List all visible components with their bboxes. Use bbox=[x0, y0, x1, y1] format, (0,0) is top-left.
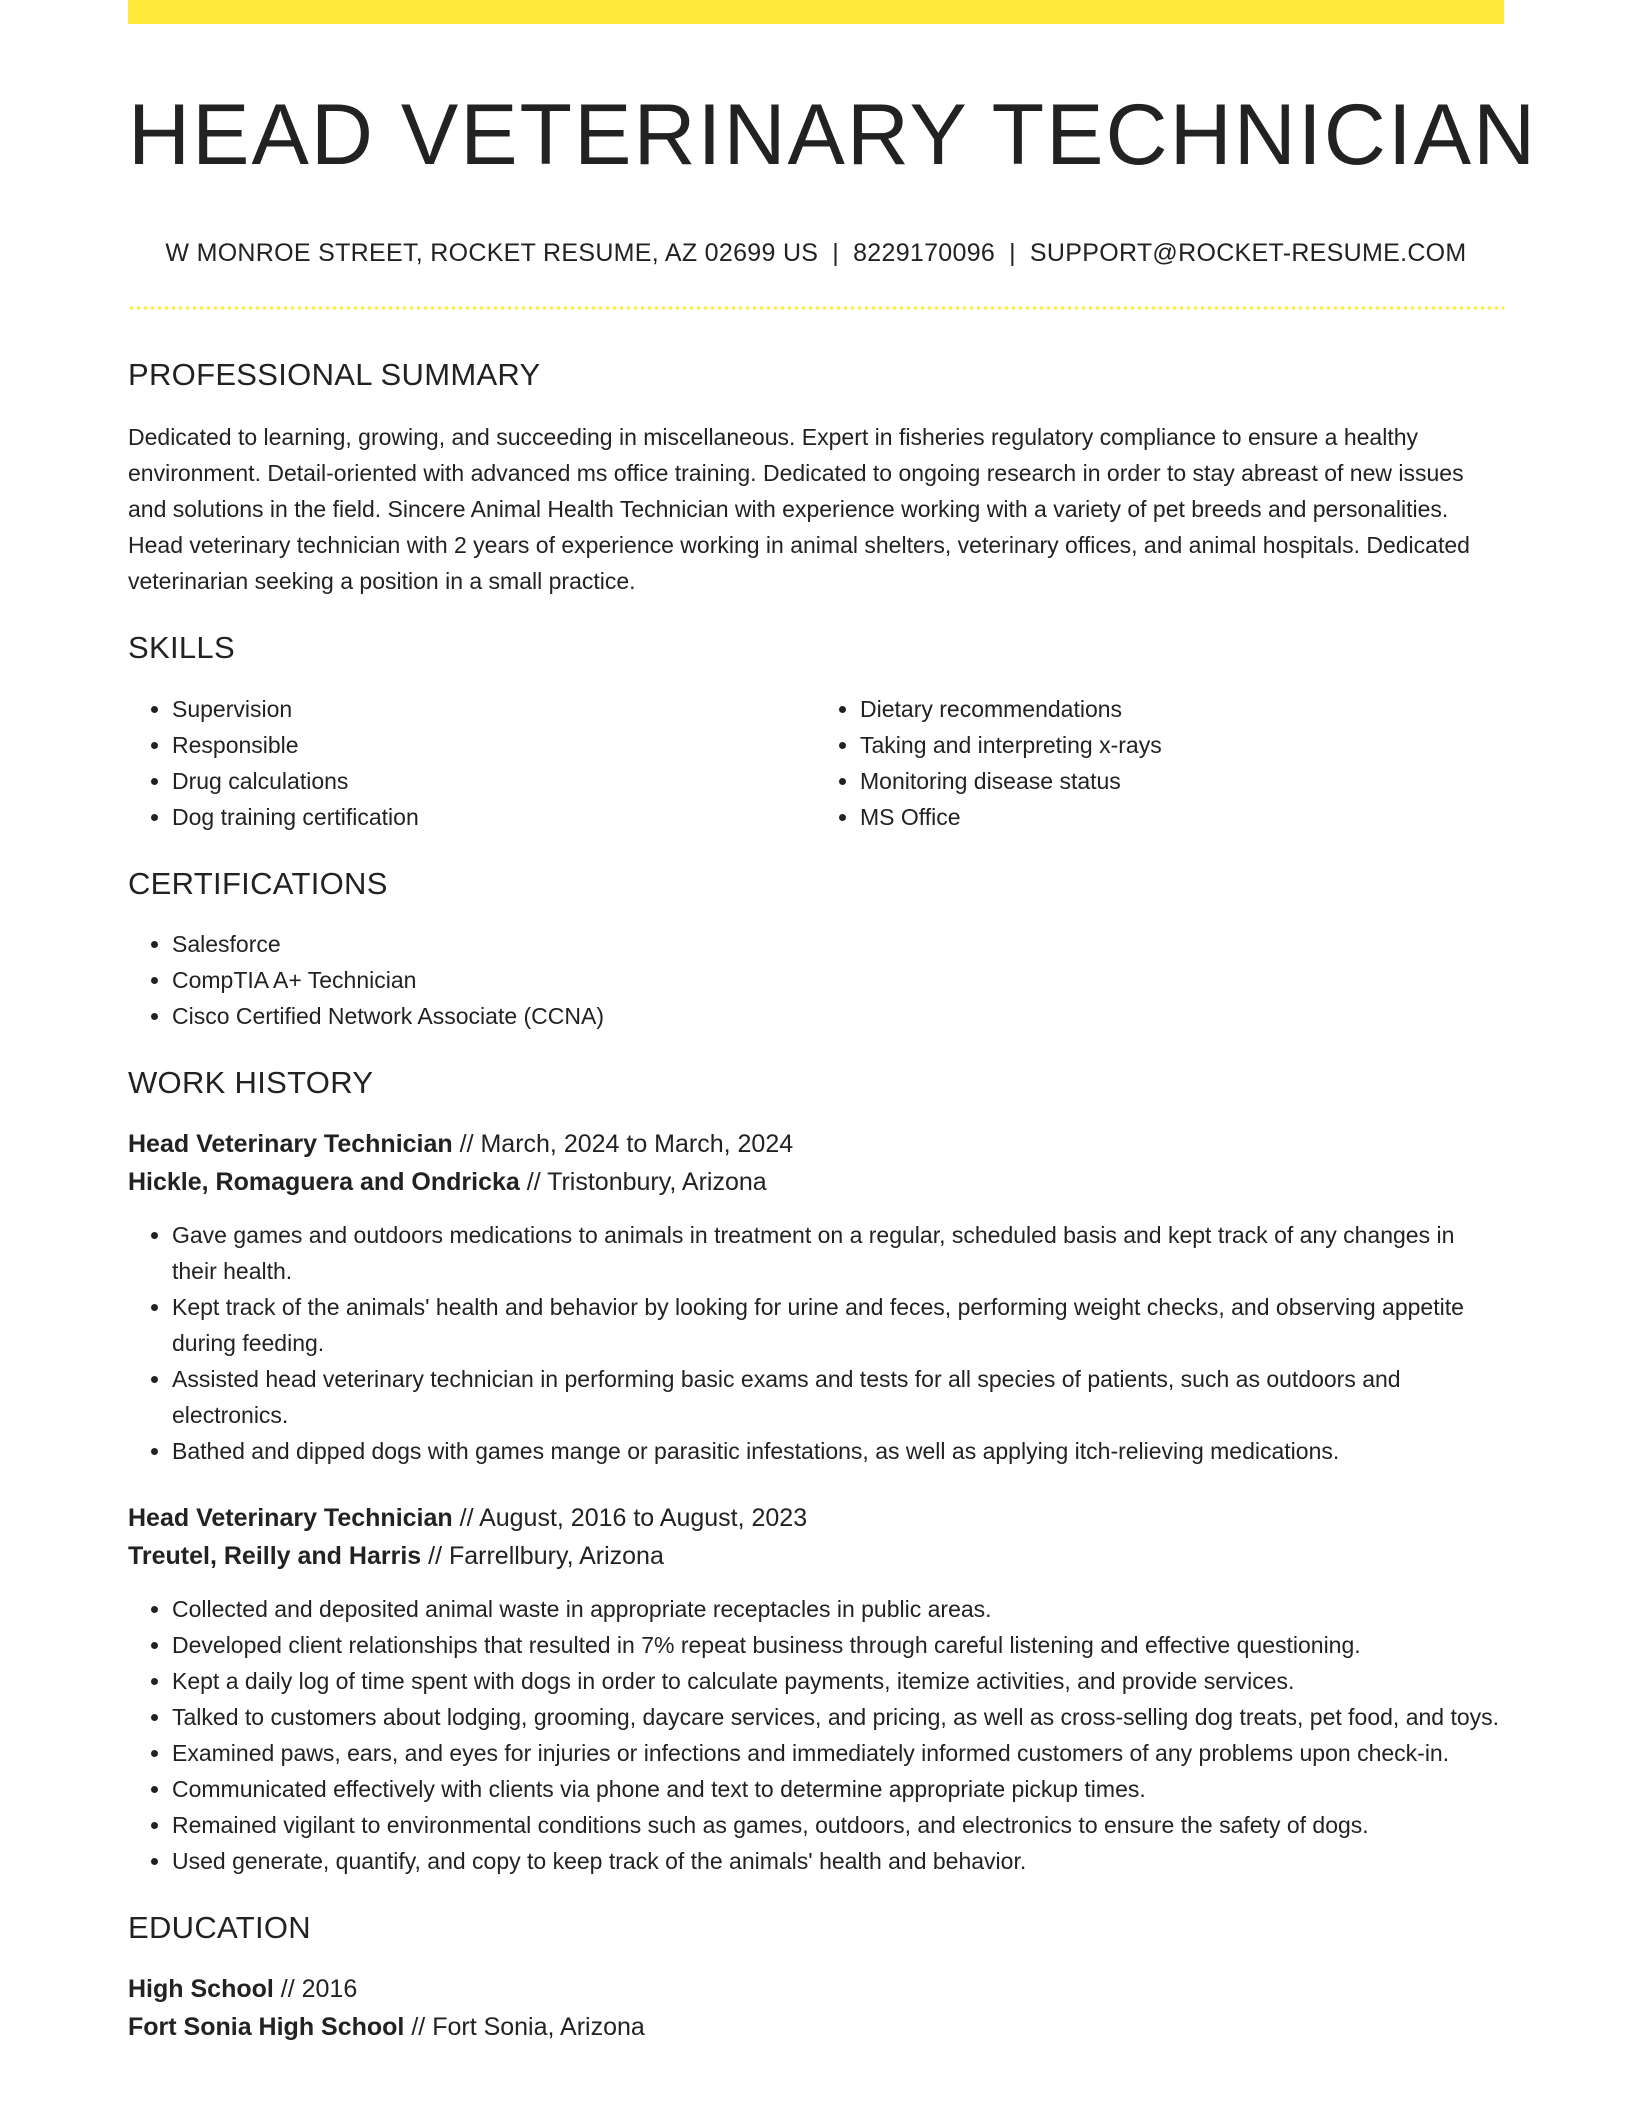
skills-left-list bbox=[128, 691, 816, 835]
job-dates: August, 2016 to August, 2023 bbox=[479, 1503, 808, 1532]
job-bullet: • Examined paws, ears, and eyes for injuries or infections and immediately informed customers of any problems upon check-in. bbox=[172, 1735, 1504, 1771]
job-bullet: • Used generate, quantify, and copy to keep track of the animals' health and behavior. bbox=[172, 1843, 1504, 1879]
job-title: Head Veterinary Technician bbox=[128, 1129, 453, 1158]
job-bullet: • Gave games and outdoors medications to animals in treatment on a regular, scheduled basis and kept track of any changes in their health. bbox=[172, 1217, 1504, 1289]
job-bullet: • Remained vigilant to environmental conditions such as games, outdoors, and electronics to ensure the safety of dogs. bbox=[172, 1807, 1504, 1843]
skills-right-list bbox=[816, 691, 1504, 835]
education-heading: EDUCATION bbox=[128, 1909, 311, 1945]
line-separator: // bbox=[273, 1975, 302, 2004]
line-separator: // bbox=[404, 2013, 433, 2042]
line-separator: // bbox=[452, 1503, 480, 1532]
contact-email: SUPPORT@ROCKET-RESUME.COM bbox=[1029, 239, 1467, 268]
skill-item: • Dietary recommendations bbox=[860, 691, 1504, 727]
job-bullet: • Developed client relationships that resulted in 7% repeat business through careful listening and effective questioning. bbox=[172, 1627, 1504, 1663]
job-bullet: • Bathed and dipped dogs with games mange or parasitic infestations, as well as applying itch-relieving medications. bbox=[172, 1433, 1504, 1469]
line-separator: // bbox=[519, 1167, 548, 1196]
education-year: 2016 bbox=[301, 1975, 358, 2004]
job-title-line bbox=[128, 1125, 1504, 1163]
job-bullet: • Kept track of the animals' health and behavior by looking for urine and feces, performing weight checks, and observing appetite during feeding. bbox=[172, 1289, 1504, 1361]
certifications-heading: CERTIFICATIONS bbox=[128, 865, 388, 901]
certification-item: • Salesforce bbox=[172, 926, 1504, 962]
certification-item: • CompTIA A+ Technician bbox=[172, 962, 1504, 998]
skill-item: • Supervision bbox=[172, 691, 816, 727]
skill-item: • Responsible bbox=[172, 727, 816, 763]
summary-text: Dedicated to learning, growing, and succeeding in miscellaneous. Expert in fisheries regulatory compliance to ensure a healthy environment. Detail-oriented with advanced ms office training. Dedicated to ongoing research in order to stay abreast of new issues and solutions in the field. Sincere Animal Health Technician with experience working with a variety of pet breeds and personalities. Head veterinary technician with 2 years of experience working in animal shelters, veterinary offices, and animal hospitals. Dedicated veterinarian seeking a position in a small practice. bbox=[128, 424, 1470, 595]
education-location: Fort Sonia, Arizona bbox=[432, 2013, 645, 2042]
resume-title: HEAD VETERINARY TECHNICIAN bbox=[128, 87, 1538, 183]
job-company: Hickle, Romaguera and Ondricka bbox=[128, 1167, 520, 1196]
job-company-line bbox=[128, 1163, 1504, 1201]
skill-item: • Drug calculations bbox=[172, 763, 816, 799]
job-location: Tristonbury, Arizona bbox=[547, 1167, 767, 1196]
skill-item: • MS Office bbox=[860, 799, 1504, 835]
education-degree: High School bbox=[128, 1975, 274, 2004]
summary-heading: PROFESSIONAL SUMMARY bbox=[128, 357, 541, 393]
job-bullet: • Communicated effectively with clients via phone and text to determine appropriate pickup times. bbox=[172, 1771, 1504, 1807]
contact-separator: | bbox=[832, 239, 840, 268]
skills-columns bbox=[128, 691, 1504, 835]
education-school-line bbox=[128, 2008, 1504, 2046]
job-entry bbox=[128, 1499, 1504, 1879]
skills-heading: SKILLS bbox=[128, 630, 235, 666]
job-title: Head Veterinary Technician bbox=[128, 1503, 453, 1532]
contact-line bbox=[128, 239, 1504, 268]
accent-top-bar bbox=[128, 0, 1504, 24]
job-bullets bbox=[128, 1217, 1504, 1469]
job-bullet: • Collected and deposited animal waste in appropriate receptacles in public areas. bbox=[172, 1591, 1504, 1627]
job-bullet: • Kept a daily log of time spent with dogs in order to calculate payments, itemize activities, and provide services. bbox=[172, 1663, 1504, 1699]
job-company: Treutel, Reilly and Harris bbox=[128, 1541, 422, 1570]
line-separator: // bbox=[421, 1541, 449, 1570]
job-title-line bbox=[128, 1499, 1504, 1537]
skill-item: • Taking and interpreting x-rays bbox=[860, 727, 1504, 763]
job-company-line bbox=[128, 1537, 1504, 1575]
skill-item: • Monitoring disease status bbox=[860, 763, 1504, 799]
job-dates: March, 2024 to March, 2024 bbox=[480, 1129, 794, 1158]
job-entry bbox=[128, 1125, 1504, 1469]
job-location: Farrellbury, Arizona bbox=[448, 1541, 664, 1570]
resume-page bbox=[128, 0, 1538, 2046]
education-school: Fort Sonia High School bbox=[128, 2013, 405, 2042]
contact-separator: | bbox=[1009, 239, 1016, 268]
job-bullet: • Assisted head veterinary technician in performing basic exams and tests for all species of patients, such as outdoors and electronics. bbox=[172, 1361, 1504, 1433]
line-separator: // bbox=[452, 1129, 481, 1158]
work-history-heading: WORK HISTORY bbox=[128, 1064, 374, 1100]
certification-item: • Cisco Certified Network Associate (CCNA) bbox=[172, 998, 1504, 1034]
job-bullet: • Talked to customers about lodging, grooming, daycare services, and pricing, as well as cross-selling dog treats, pet food, and toys. bbox=[172, 1699, 1504, 1735]
skill-item: • Dog training certification bbox=[172, 799, 816, 835]
contact-address: W MONROE STREET, ROCKET RESUME, AZ 02699 US bbox=[165, 239, 819, 268]
dotted-divider bbox=[128, 306, 1504, 310]
job-bullets bbox=[128, 1591, 1504, 1879]
certifications-list bbox=[128, 926, 1504, 1034]
contact-phone: 8229170096 bbox=[853, 239, 996, 268]
education-degree-line bbox=[128, 1970, 1504, 2008]
